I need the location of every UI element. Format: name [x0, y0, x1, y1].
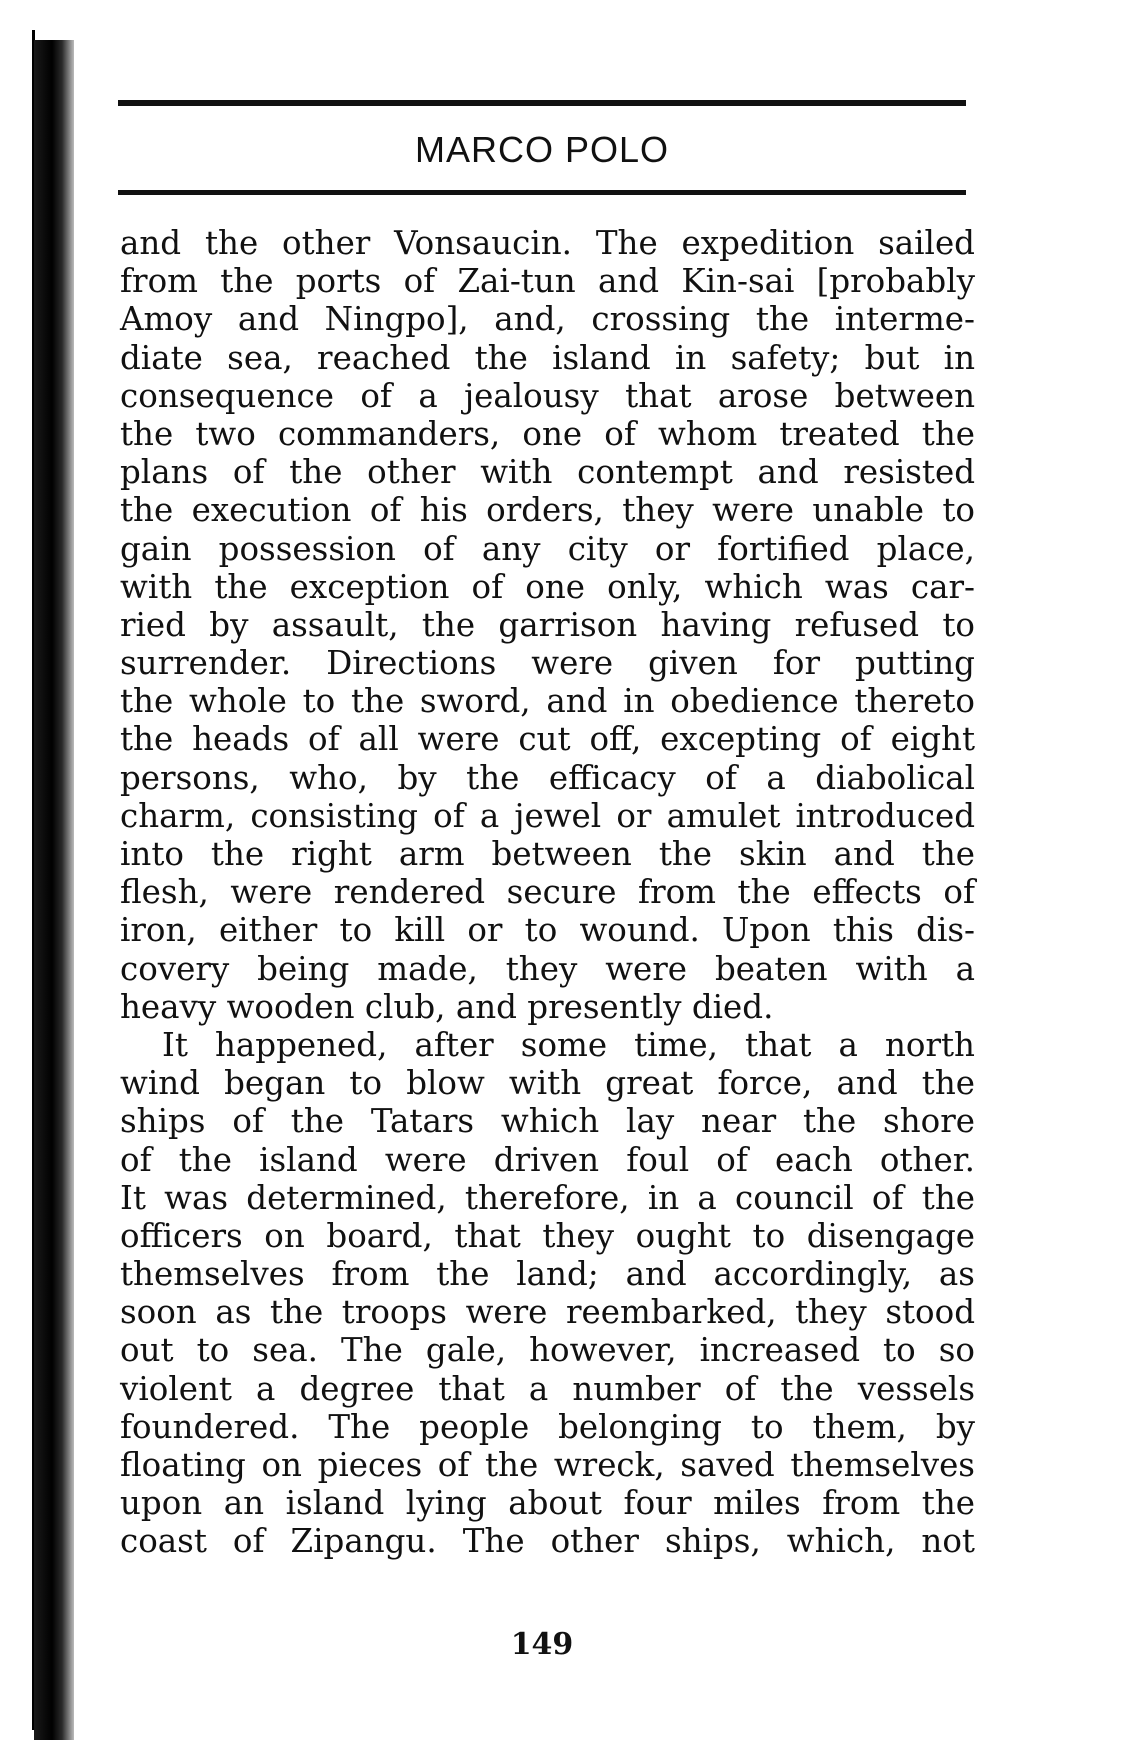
- text-line: upon an island lying about four miles from the: [120, 1484, 975, 1523]
- text-line: flesh, were rendered secure from the effects of: [120, 873, 975, 912]
- text-line: ships of the Tatars which lay near the shore: [120, 1102, 975, 1141]
- text-line: heavy wooden club, and presently died.: [120, 987, 774, 1026]
- binding-shadow: [34, 40, 74, 1740]
- text-line: from the ports of Zai-tun and Kin-sai [probably: [120, 262, 975, 301]
- body-text: [120, 224, 975, 1561]
- text-line: plans of the other with contempt and resisted: [120, 453, 975, 492]
- text-line: wind began to blow with great force, and the: [120, 1064, 975, 1103]
- text-line: violent a degree that a number of the vessels: [120, 1369, 975, 1408]
- text-line: diate sea, reached the island in safety; but in: [120, 338, 975, 377]
- text-line: foundered. The people belonging to them, by: [120, 1407, 975, 1446]
- paragraph-start-line: It happened, after some time, that a north: [162, 1025, 975, 1064]
- text-line: soon as the troops were reembarked, they stood: [120, 1293, 975, 1332]
- text-line: surrender. Directions were given for putting: [120, 644, 975, 683]
- text-line: into the right arm between the skin and the: [120, 835, 975, 873]
- running-header: MARCO POLO: [414, 129, 670, 170]
- text-line: the two commanders, one of whom treated the: [120, 414, 975, 453]
- text-line: It was determined, therefore, in a council of the: [120, 1178, 975, 1217]
- text-line: persons, who, by the efficacy of a diabolical: [120, 758, 975, 797]
- text-line: Amoy and Ningpo], and, crossing the interme-: [120, 300, 975, 339]
- text-line: covery being made, they were beaten with a: [120, 949, 975, 988]
- text-line: officers on board, that they ought to disengage: [120, 1216, 975, 1255]
- text-line: charm, consisting of a jewel or amulet introduced: [120, 796, 975, 835]
- page-number: 149: [510, 1627, 574, 1662]
- text-line: floating on pieces of the wreck, saved themselves: [120, 1446, 975, 1484]
- text-line: coast of Zipangu. The other ships, which, not: [120, 1522, 975, 1561]
- text-line: iron, either to kill or to wound. Upon this dis-: [120, 911, 975, 950]
- text-line: the heads of all were cut off, excepting of eight: [120, 720, 975, 759]
- text-line: the whole to the sword, and in obedience thereto: [120, 682, 975, 721]
- text-line: ried by assault, the garrison having refused to: [120, 605, 975, 644]
- text-line: out to sea. The gale, however, increased to so: [120, 1331, 975, 1370]
- header-rule-top: [118, 100, 966, 106]
- text-line: gain possession of any city or fortified place,: [120, 529, 975, 568]
- text-line: themselves from the land; and accordingly, as: [120, 1255, 975, 1294]
- text-line: the execution of his orders, they were unable to: [120, 491, 975, 530]
- text-line: consequence of a jealousy that arose between: [120, 376, 975, 415]
- text-line: of the island were driven foul of each other.: [120, 1140, 975, 1179]
- text-line: with the exception of one only, which was car-: [120, 567, 975, 606]
- header-rule-bottom: [118, 190, 966, 195]
- text-line: and the other Vonsaucin. The expedition sailed: [120, 224, 975, 262]
